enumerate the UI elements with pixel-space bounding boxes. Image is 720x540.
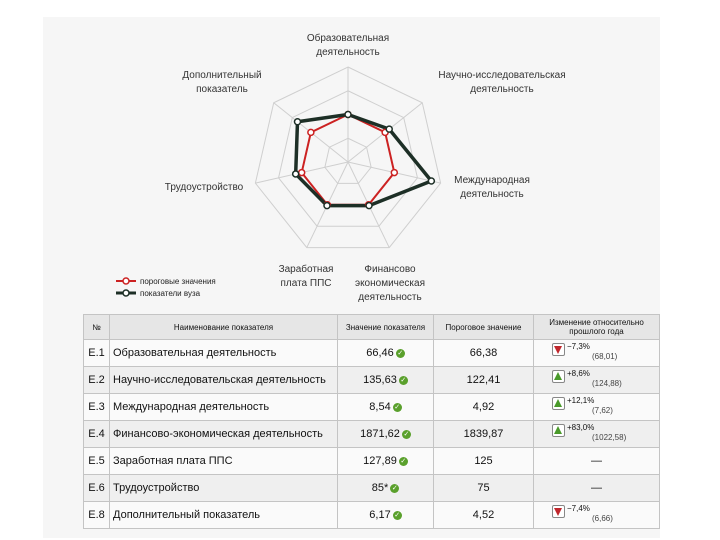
row-threshold: 66,38 <box>434 340 534 367</box>
previous-value: (6,66) <box>592 514 613 523</box>
series-threshold-point-2 <box>391 170 397 176</box>
row-change <box>534 367 660 394</box>
trend-up-icon <box>552 424 565 437</box>
no-change-dash: — <box>591 482 602 494</box>
series-university-point-4 <box>324 203 330 209</box>
axis-label-1b: деятельность <box>470 84 534 95</box>
change-percent: +8,6% <box>567 369 590 378</box>
series-university-point-6 <box>294 119 300 125</box>
row-threshold: 1839,87 <box>434 421 534 448</box>
trend-up-icon <box>552 397 565 410</box>
series-university-point-1 <box>386 126 392 132</box>
row-code: Е.8 <box>84 502 110 529</box>
series-threshold-point-5 <box>299 170 305 176</box>
check-icon: ✓ <box>400 457 407 465</box>
check-icon: ✓ <box>394 511 401 519</box>
series-university-point-5 <box>293 171 299 177</box>
legend-threshold-label: пороговые значения <box>140 277 216 286</box>
row-change <box>534 502 660 529</box>
row-value-text: 135,63 <box>363 374 397 386</box>
change-percent: −7,3% <box>567 342 590 351</box>
series-threshold-point-6 <box>308 129 314 135</box>
row-value <box>338 394 434 421</box>
previous-value: (1022,58) <box>592 433 627 442</box>
row-value <box>338 475 434 502</box>
row-threshold: 4,52 <box>434 502 534 529</box>
table-row <box>84 421 660 448</box>
row-threshold: 4,92 <box>434 394 534 421</box>
row-threshold: 125 <box>434 448 534 475</box>
axis-label-0b: деятельность <box>316 47 380 58</box>
axis-label-4: Заработная <box>278 264 334 275</box>
row-threshold: 122,41 <box>434 367 534 394</box>
row-value <box>338 367 434 394</box>
previous-value: (68,01) <box>592 352 618 361</box>
table-row <box>84 367 660 394</box>
row-code: Е.3 <box>84 394 110 421</box>
row-value-text: 8,54 <box>369 401 391 413</box>
row-change <box>534 475 660 502</box>
row-value-text: 66,46 <box>366 347 394 359</box>
indicators-table <box>83 314 660 529</box>
table-row <box>84 448 660 475</box>
check-icon: ✓ <box>394 403 401 411</box>
series-university-point-2 <box>428 178 434 184</box>
row-value-text: 127,89 <box>363 455 397 467</box>
row-threshold: 75 <box>434 475 534 502</box>
table-row <box>84 340 660 367</box>
row-name: Финансово-экономическая деятельность <box>110 421 338 448</box>
header-change: Изменение относительно прошлого года <box>534 315 660 340</box>
row-change <box>534 340 660 367</box>
change-percent: +12,1% <box>567 396 595 405</box>
trend-down-icon <box>552 343 565 356</box>
axis-label-6: Дополнительный <box>182 70 262 81</box>
row-value-text: 1871,62 <box>360 428 400 440</box>
row-change <box>534 421 660 448</box>
change-percent: −7,4% <box>567 504 590 513</box>
legend <box>116 277 216 298</box>
legend-university-marker <box>123 290 129 296</box>
axis-label-4b: плата ППС <box>280 278 332 289</box>
axis-label-2: Международная <box>454 175 530 186</box>
axis-label-0: Образовательная <box>306 33 390 44</box>
row-code: Е.1 <box>84 340 110 367</box>
row-value <box>338 502 434 529</box>
row-name: Заработная плата ППС <box>110 448 338 475</box>
axis-label-5: Трудоустройство <box>164 182 244 193</box>
check-icon: ✓ <box>403 430 410 438</box>
table-row <box>84 394 660 421</box>
trend-down-icon <box>552 505 565 518</box>
change-percent: +83,0% <box>567 423 595 432</box>
row-change <box>534 448 660 475</box>
header-threshold: Пороговое значение <box>434 315 534 340</box>
row-code: Е.5 <box>84 448 110 475</box>
row-name: Дополнительный показатель <box>110 502 338 529</box>
legend-threshold-marker <box>123 278 129 284</box>
row-name: Международная деятельность <box>110 394 338 421</box>
no-change-dash: — <box>591 455 602 467</box>
row-value-text: 85* <box>371 482 389 494</box>
table-header-row <box>84 315 660 340</box>
row-value-text: 6,17 <box>369 509 391 521</box>
legend-university-label: показатели вуза <box>140 289 201 298</box>
axis-label-3c: деятельность <box>358 292 422 303</box>
axis-label-3b: экономическая <box>354 278 426 289</box>
row-value <box>338 340 434 367</box>
series-university-point-3 <box>366 203 372 209</box>
header-value: Значение показателя <box>338 315 434 340</box>
header-num: № <box>84 315 110 340</box>
axis-label-1: Научно-исследовательская <box>438 70 566 81</box>
row-code: Е.4 <box>84 421 110 448</box>
previous-value: (124,88) <box>592 379 622 388</box>
axis-label-2b: деятельность <box>460 189 524 200</box>
row-code: Е.2 <box>84 367 110 394</box>
check-icon: ✓ <box>400 376 407 384</box>
trend-up-icon <box>552 370 565 383</box>
indicators-table-wrap <box>83 314 659 529</box>
row-name: Образовательная деятельность <box>110 340 338 367</box>
axis-label-6b: показатель <box>196 84 248 95</box>
row-code: Е.6 <box>84 475 110 502</box>
row-value <box>338 421 434 448</box>
row-name: Научно-исследовательская деятельность <box>110 367 338 394</box>
row-name: Трудоустройство <box>110 475 338 502</box>
axis-label-3: Финансово <box>364 264 416 275</box>
table-row <box>84 475 660 502</box>
row-value <box>338 448 434 475</box>
series-university-point-0 <box>345 112 351 118</box>
table-row <box>84 502 660 529</box>
previous-value: (7,62) <box>592 406 613 415</box>
check-icon: ✓ <box>397 349 404 357</box>
row-change <box>534 394 660 421</box>
check-icon: ✓ <box>391 484 398 492</box>
header-name: Наименование показателя <box>110 315 338 340</box>
